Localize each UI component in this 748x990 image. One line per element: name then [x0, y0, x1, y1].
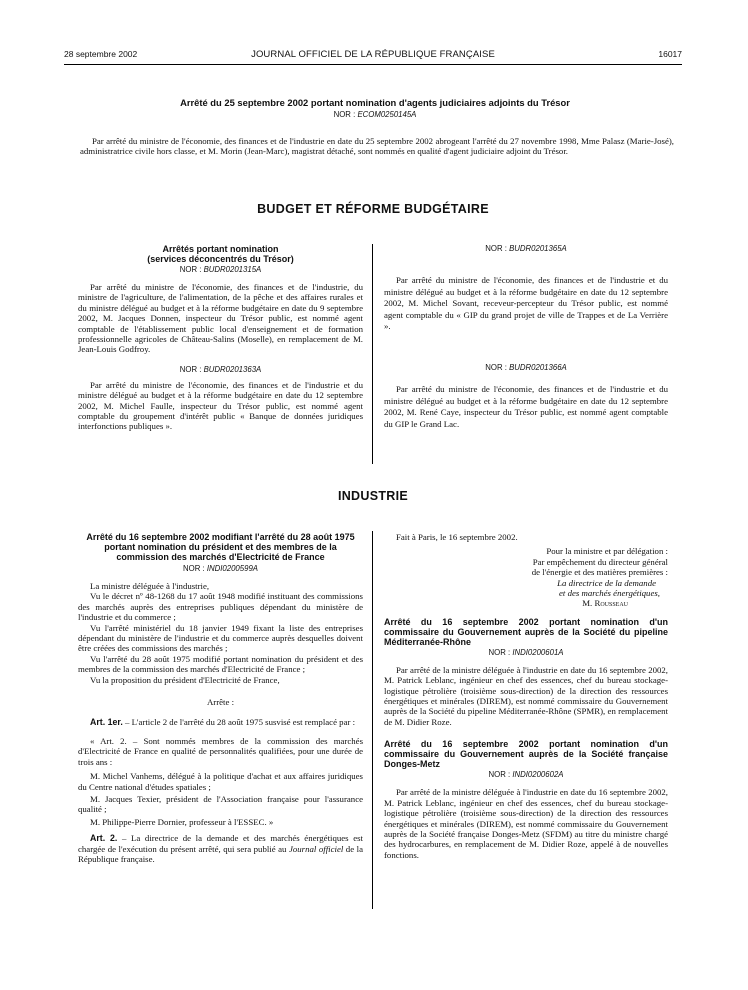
industrie-left-column	[78, 532, 363, 864]
budget-left-text2: Par arrêté du ministre de l'économie, des finances et de l'industrie et du ministre délégué au budget et à la réforme budgétaire en date du 12 septembre 2002, M. Michel Faulle, inspecteur du Trésor public, est nommé agent comptable du groupement d'intérêt public « Banque de données juridiques interfonctions publiques ».	[78, 379, 363, 432]
top-arrete	[80, 98, 670, 119]
header-journal-title: JOURNAL OFFICIEL DE LA RÉPUBLIQUE FRANÇAISE	[251, 49, 495, 60]
industrie-right-nor3: NOR : INDI0200602A	[488, 770, 564, 780]
top-arrete-title: Arrêté du 25 septembre 2002 portant nomination d'agents judiciaires adjoints du Trésor	[180, 97, 570, 108]
industrie-left-art2: Art. 2. – La directrice de la demande et des marchés énergétiques est chargée de l'exécution du présent arrêté, qui sera publié au Journal officiel de la République française.	[78, 833, 363, 864]
signature-line2: Par empêchement du directeur général	[532, 556, 668, 567]
industrie-left-quote2: M. Michel Vanhems, délégué à la politique d'achat et aux affaires juridiques du Centre national d'études spatiales ;	[78, 771, 363, 792]
signature-line1: Pour la ministre et par délégation :	[546, 546, 668, 557]
signature-name: M. Rousseau	[582, 598, 628, 609]
signature-line4: La directrice de la demande	[557, 577, 656, 588]
section-title-industrie: INDUSTRIE	[337, 489, 409, 503]
industrie-right-text2: Par arrêté de la ministre déléguée à l'industrie en date du 16 septembre 2002, M. Patrick Leblanc, ingénieur en chef des essences, chef du bureau stockage-logistique pétrolière (troisième sous-direction) de la direction des ressources énergétiques et minérales (DIREM), est nommé commissaire du Gouvernement auprès de la Société du pipeline Méditerranée-Rhône (SPMR), en remplacement de M. Didier Roze.	[384, 664, 668, 727]
industrie-left-p5: Vu la proposition du président d'Electricité de France,	[90, 674, 280, 685]
industrie-left-nor: NOR : INDI0200599A	[183, 564, 258, 573]
industrie-left-quote1: « Art. 2. – Sont nommés membres de la commission des marchés d'Electricité de France en qualité de personnalités qualifiées, pour une durée de trois ans :	[78, 735, 363, 767]
industrie-left-p3: Vu l'arrêté ministériel du 18 janvier 1949 fixant la liste des entreprises dépendant du ministère de l'industrie et du commerce auprès desquelles doivent être créées des commissions des marchés ;	[78, 622, 363, 654]
industrie-left-p2: Vu le décret nº 48-1268 du 17 août 1948 modifié instituant des commissions des marchés auprès des entreprises publiques dépendant du ministère de l'industrie et du commerce ;	[78, 591, 363, 623]
industrie-left-art1: Art. 1er. – L'article 2 de l'arrêté du 28 août 1975 susvisé est remplacé par :	[90, 717, 356, 728]
budget-right-column	[384, 244, 668, 430]
industrie-right-nor2: NOR : INDI0200601A	[488, 647, 564, 657]
industrie-left-p4: Vu l'arrêté du 28 août 1975 modifié portant nomination du président et des membres de la commission des marchés d'Electricité de France ;	[78, 653, 363, 675]
budget-left-nor1: NOR : BUDR0201315A	[179, 265, 262, 274]
signature-line3: de l'énergie et des matières premières :	[531, 567, 668, 578]
industrie-right-text3: Par arrêté de la ministre déléguée à l'industrie en date du 16 septembre 2002, M. Patrick Leblanc, ingénieur en chef des essences, chef du bureau stockage-logistique pétrolière (troisième sous-direction) de la direction des ressources énergétiques et minérales (DIREM), est nommé commissaire du Gouvernement auprès de la Société française Donges-Metz (SFDM) au titre du ministre chargé des hydrocarbures, en remplacement de M. Didier Roze, appelé à de nouvelles fonctions.	[384, 787, 668, 860]
budget-right-nor2: NOR : BUDR0201366A	[485, 362, 567, 372]
column-divider-budget	[372, 244, 373, 464]
budget-left-title-line2: (services déconcentrés du Trésor)	[147, 254, 294, 264]
industrie-right-signature	[384, 546, 668, 608]
budget-left-title-line1: Arrêtés portant nomination	[162, 244, 279, 254]
industrie-left-p1: La ministre déléguée à l'industrie,	[90, 581, 210, 591]
budget-right-text1: Par arrêté du ministre de l'économie, des finances et de l'industrie et du ministre délégué au budget et à la réforme budgétaire en date du 12 septembre 2002, M. Michel Sovant, receveur-percepteur du Trésor public, est nommé agent comptable du « GIP du grand projet de ville de Trappes et de La Verrière ».	[384, 275, 668, 332]
signature-line5: et des marchés énergétiques,	[559, 588, 660, 599]
industrie-left-title: Arrêté du 16 septembre 2002 modifiant l'arrêté du 28 août 1975 portant nomination du président et des membres de la commission des marchés d'Electricité de France	[86, 532, 355, 562]
header-date: 28 septembre 2002	[64, 49, 138, 59]
section-title-budget: BUDGET ET RÉFORME BUDGÉTAIRE	[257, 202, 489, 216]
header-page-number: 16017	[658, 49, 682, 59]
industrie-right-column	[384, 532, 668, 860]
industrie-left-quote4: M. Philippe-Pierre Dornier, professeur à l'ESSEC. »	[90, 816, 274, 827]
industrie-left-arrete: Arrête :	[206, 697, 235, 708]
column-divider-industrie	[372, 531, 373, 909]
budget-left-column	[78, 244, 363, 432]
industrie-right-fait: Fait à Paris, le 16 septembre 2002.	[396, 532, 518, 542]
budget-right-text2: Par arrêté du ministre de l'économie, des finances et de l'industrie et du ministre délégué au budget et à la réforme budgétaire en date du 12 septembre 2002, M. René Caye, inspecteur du Trésor public, est nommé agent comptable du GIP le Grand Lac.	[384, 383, 668, 429]
top-arrete-nor: NOR : ECOM0250145A	[333, 110, 417, 119]
budget-left-text1: Par arrêté du ministre de l'économie, des finances et de l'industrie, du ministre de l'agriculture, de l'alimentation, de la pêche et des affaires rurales et du ministre délégué au budget et à la réforme budgétaire en date du 9 septembre 2002, M. Jacques Donnen, inspecteur du Trésor public, est nommé agent comptable de l'établissement public local d'enseignement et de formation professionnelle agricoles de Château-Salins (Moselle), en remplacement de M. Jean-Louis Godfroy.	[78, 282, 363, 355]
industrie-left-quote3: M. Jacques Texier, président de l'Association française pour l'assurance qualité ;	[78, 793, 363, 815]
industrie-right-title3: Arrêté du 16 septembre 2002 portant nomination d'un commissaire du Gouvernement auprès de la Société française Donges-Metz	[384, 739, 668, 770]
industrie-right-title2: Arrêté du 16 septembre 2002 portant nomination d'un commissaire du Gouvernement auprès de la Société du pipeline Méditerranée-Rhône	[384, 616, 668, 647]
top-arrete-text: Par arrêté du ministre de l'économie, des finances et de l'industrie en date du 25 septembre 2002 abrogeant l'arrêté du 27 novembre 1998, Mme Palasz (Marie-José), administratrice civile hors classe, et M. Morin (Jean-Marc), magistrat détaché, sont nommés en qualité d'agent judiciaire adjoint du Trésor.	[80, 136, 674, 157]
header-rule	[64, 64, 682, 65]
running-header	[64, 49, 682, 63]
budget-right-nor1: NOR : BUDR0201365A	[485, 244, 567, 253]
budget-left-nor2: NOR : BUDR0201363A	[179, 364, 262, 374]
